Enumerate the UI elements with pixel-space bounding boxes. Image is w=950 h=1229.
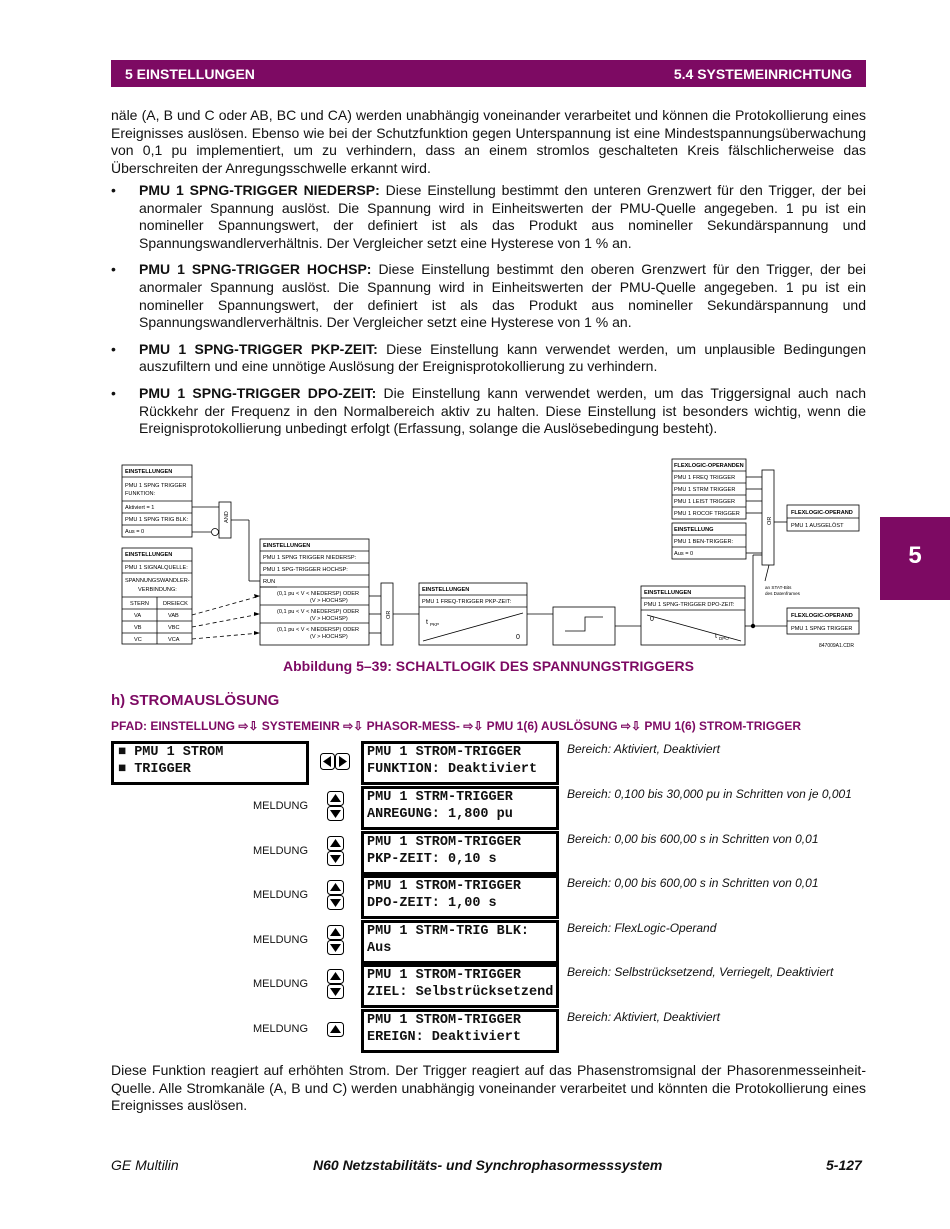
- setting-value: DPO-ZEIT: 1,00 s: [367, 896, 497, 911]
- bullet-term: PMU 1 SPNG-TRIGGER DPO-ZEIT:: [139, 384, 377, 401]
- box2-row: SPANNUNGSWANDLER-: [125, 578, 190, 584]
- setting-value: PKP-ZEIT: 0,10 s: [367, 852, 497, 867]
- out2-title: FLEXLOGIC-OPERAND: [791, 613, 853, 619]
- stat-note: an STAT-Bits: [765, 585, 792, 590]
- box2-cell: VC: [134, 637, 142, 643]
- setting-display[interactable]: [361, 920, 559, 964]
- box4-t: t: [426, 619, 428, 626]
- page-header: [111, 60, 866, 87]
- setting-row: [0, 875, 950, 919]
- bullet-term: PMU 1 SPNG-TRIGGER NIEDERSP:: [139, 182, 380, 198]
- setting-value: Aus: [367, 941, 392, 956]
- box5-title: EINSTELLUNGEN: [644, 590, 692, 596]
- bullet-term: PMU 1 SPNG-TRIGGER HOCHSP:: [139, 261, 372, 278]
- setting-value: EREIGN: Deaktiviert: [367, 1030, 521, 1045]
- box3-cond: (0,1 pu < V < NIEDERSP) ODER: [277, 627, 360, 633]
- out2-row: PMU 1 SPNG TRIGGER: [791, 626, 853, 632]
- box2-cell: VB: [134, 625, 142, 631]
- closing-paragraph: Diese Funktion reagiert auf erhöhten Strom. Der Trigger reagiert auf das Phasenstromsignal der Phasorenmesseinheit-Quelle. Alle Stromkanäle (A, B und C) werden unabhängig voneinander verarbeitet und könnten die Protokollierung eines Ereignisses auslösen.: [111, 1062, 866, 1114]
- bullet-text: Diese Einstellung kann verwendet werden, um unplausible Bedingungen auszufiltern und eine unnötige Auslösung der Ereignisprotokollierung zu verhindern.: [139, 340, 866, 375]
- setting-name: PMU 1 STROM-TRIGGER: [367, 835, 521, 850]
- up-down-arrow-icon[interactable]: [327, 969, 344, 999]
- box6-row: PMU 1 STRM TRIGGER: [674, 487, 736, 493]
- setting-row: [0, 831, 950, 875]
- setting-name: PMU 1 STRM-TRIGGER: [367, 790, 513, 805]
- bullet-text: Die Einstellung kann verwendet werden, um das Triggersignal auch nach Rückkehr der Frequenz in den Normalbereich aktiv zu halten. Diese Einstellung ist besonders wichtig, wenn die Ereignisprotokollierung unbedingt erfolgt (Erfassung, solange die Auslösebedingung besteht).: [139, 384, 867, 437]
- left-right-arrow-icon[interactable]: [320, 753, 350, 770]
- box1-row: FUNKTION:: [125, 491, 156, 497]
- setting-value: ZIEL: Selbstrücksetzend: [367, 985, 554, 1000]
- setting-range: Bereich: 0,00 bis 600,00 s in Schritten von 0,01: [567, 832, 819, 846]
- footer-center: N60 Netzstabilitäts- und Synchrophasormesssystem: [313, 1157, 663, 1173]
- step-box: [553, 607, 615, 645]
- box4-row: PMU 1 FREQ-TRIGGER PKP-ZEIT:: [422, 599, 512, 605]
- setting-range: Bereich: Aktiviert, Deaktiviert: [567, 742, 720, 756]
- up-down-arrow-icon[interactable]: [327, 836, 344, 866]
- chapter-tab[interactable]: 5: [880, 517, 950, 600]
- box7-title: EINSTELLUNG: [674, 527, 714, 533]
- intro-paragraph: näle (A, B und C oder AB, BC und CA) werden unabhängig voneinander verarbeitet und können die Protokollierung eines Ereignisses auslösen. Ebenso wie bei der Schutzfunktion gegen Unterspannung ist eine Mindestspannungsüberwachung von 0,1 pu implementiert, um zu verhindern, dass an einem stromlos geschalteten Kreis fälschlicherweise das Überschreiten der Anregungsschwelle erkannt wird.: [111, 107, 866, 176]
- box2-cell: VCA: [168, 637, 180, 643]
- chapter-title: 5 EINSTELLUNGEN: [125, 66, 255, 82]
- box2-row: PMU 1 SIGNALQUELLE:: [125, 565, 188, 571]
- message-label: MELDUNG: [253, 800, 309, 812]
- up-down-arrow-icon[interactable]: [327, 880, 344, 910]
- setting-name: PMU 1 STROM-TRIGGER: [367, 879, 521, 894]
- setting-name: PMU 1 STRM-TRIG BLK:: [367, 924, 530, 939]
- box6-row: PMU 1 FREQ TRIGGER: [674, 475, 736, 481]
- setting-row: [0, 741, 950, 785]
- box3-run: RUN: [263, 579, 276, 585]
- message-label: MELDUNG: [253, 934, 309, 946]
- bullet-item: [111, 261, 866, 331]
- box3-cond: (V > HOCHSP): [310, 634, 348, 640]
- setting-display[interactable]: [361, 875, 559, 919]
- figure-code: 847009A1.CDR: [819, 643, 855, 649]
- setting-range: Bereich: 0,100 bis 30,000 pu in Schritten von je 0,001: [567, 787, 852, 801]
- setting-row: [0, 964, 950, 1008]
- section-title-header: 5.4 SYSTEMEINRICHTUNG: [673, 66, 852, 82]
- setting-value: FUNKTION: Deaktiviert: [367, 762, 538, 777]
- box1-row: Aktiviert = 1: [125, 505, 155, 511]
- box7-row: Aus = 0: [674, 551, 694, 557]
- box3-cond: (V > HOCHSP): [310, 616, 348, 622]
- setting-range: Bereich: 0,00 bis 600,00 s in Schritten von 0,01: [567, 876, 819, 890]
- box1-row: Aus = 0: [125, 529, 145, 535]
- box7-row: PMU 1 BEN-TRIGGER:: [674, 539, 734, 545]
- box3-row: PMU 1 SPG-TRIGGER HOCHSP:: [263, 567, 348, 573]
- box3-cond: (0,1 pu < V < NIEDERSP) ODER: [277, 609, 360, 615]
- bullet-list: [111, 182, 866, 447]
- logic-diagram: [111, 455, 866, 655]
- up-down-arrow-icon[interactable]: [327, 791, 344, 821]
- setting-row: [0, 786, 950, 830]
- setting-range: Bereich: FlexLogic-Operand: [567, 921, 717, 935]
- box1-row: PMU 1 SPNG TRIGGER: [125, 483, 187, 489]
- out1-row: PMU 1 AUSGELÖST: [791, 523, 844, 529]
- box2-cell: VAB: [168, 613, 179, 619]
- message-label: MELDUNG: [253, 978, 309, 990]
- box4-zero: 0: [516, 634, 520, 641]
- bullet-item: [111, 182, 866, 252]
- box3-row: PMU 1 SPNG TRIGGER NIEDERSP:: [263, 555, 357, 561]
- bullet-term: PMU 1 SPNG-TRIGGER PKP-ZEIT:: [139, 340, 378, 357]
- message-label: MELDUNG: [253, 845, 309, 857]
- bullet-item: [111, 341, 866, 376]
- or2-label: OR: [767, 516, 773, 525]
- box5-sub: DPO: [719, 636, 729, 641]
- setting-display[interactable]: [361, 741, 559, 785]
- menu-heading-line: ■ PMU 1 STROM: [118, 745, 224, 760]
- message-label: MELDUNG: [253, 889, 309, 901]
- setting-value: ANREGUNG: 1,800 pu: [367, 807, 513, 822]
- figure-caption: Abbildung 5–39: SCHALTLOGIK DES SPANNUNGSTRIGGERS: [283, 658, 694, 674]
- and-label: AND: [224, 511, 230, 523]
- setting-display[interactable]: [361, 964, 559, 1008]
- box2-cell: VA: [134, 613, 142, 619]
- setting-display[interactable]: [361, 831, 559, 875]
- box1-row: PMU 1 SPNG TRIG BLK:: [125, 517, 188, 523]
- setting-range: Bereich: Aktiviert, Deaktiviert: [567, 1010, 720, 1024]
- setting-name: PMU 1 STROM-TRIGGER: [367, 1013, 521, 1028]
- footer-page: 5-127: [826, 1157, 862, 1173]
- box2-row: VERBINDUNG:: [138, 587, 177, 593]
- box2-col-header: DREIECK: [163, 601, 188, 607]
- setting-range: Bereich: Selbstrücksetzend, Verriegelt, Deaktiviert: [567, 965, 834, 979]
- message-label: MELDUNG: [253, 1023, 309, 1035]
- setting-display[interactable]: [361, 1009, 559, 1053]
- box5-row: PMU 1 SPNG-TRIGGER DPO-ZEIT:: [644, 602, 735, 608]
- section-heading: h) STROMAUSLÖSUNG: [111, 692, 280, 709]
- box2-cell: VBC: [168, 625, 180, 631]
- setting-name: PMU 1 STROM-TRIGGER: [367, 745, 521, 760]
- bullet-text: Diese Einstellung bestimmt den unteren Grenzwert für den Trigger, der bei anormaler Spannung auslöst. Die Spannung wird in Einheitswerten der PMU-Quelle angegeben. 1 pu ist ein nomineller Spannungswert, der definiert ist als das Produkt aus nomineller Sekundärspannung und Spannungswandlerverhältnis. Der Vergleicher setzt eine Hysterese von 1 % an.: [139, 182, 866, 251]
- bullet-text: Diese Einstellung bestimmt den oberen Grenzwert für den Trigger, der bei anormaler Spannung auslöst. Die Spannung wird in Einheitswerten der PMU-Quelle angegeben. 1 pu ist ein nomineller Spannungswert, der definiert ist als das Produkt aus nomineller Sekundärspannung und Spannungswandlerverhältnis. Der Vergleicher setzt eine Hysterese von 1 % an.: [139, 261, 866, 331]
- up-arrow-icon[interactable]: [327, 1014, 344, 1044]
- box3-cond: (V > HOCHSP): [310, 598, 348, 604]
- setting-display[interactable]: [361, 786, 559, 830]
- box4-title: EINSTELLUNGEN: [422, 587, 470, 593]
- stat-note: des Datenframes: [765, 591, 800, 596]
- bullet-item: [111, 385, 866, 438]
- up-down-arrow-icon[interactable]: [327, 925, 344, 955]
- box5-t: t: [715, 633, 717, 640]
- box3-cond: (0,1 pu < V < NIEDERSP) ODER: [277, 591, 360, 597]
- setting-row: [0, 920, 950, 964]
- footer-left: GE Multilin: [111, 1157, 179, 1173]
- setting-name: PMU 1 STROM-TRIGGER: [367, 968, 521, 983]
- box2-title: EINSTELLUNGEN: [125, 552, 173, 558]
- setting-row: [0, 1009, 950, 1053]
- box6-row: PMU 1 LEIST TRIGGER: [674, 499, 736, 505]
- box1-title: EINSTELLUNGEN: [125, 469, 173, 475]
- box5-zero: 0: [650, 616, 654, 623]
- menu-heading-line: ■ TRIGGER: [118, 762, 191, 777]
- menu-path: PFAD: EINSTELLUNG ⇨⇩ SYSTEMEINR ⇨⇩ PHASOR-MESS- ⇨⇩ PMU 1(6) AUSLÖSUNG ⇨⇩ PMU 1(6) STROM-TRIGGER: [111, 719, 802, 733]
- box6-row: PMU 1 ROCOF TRIGGER: [674, 511, 740, 517]
- box4-sub: PKP: [430, 622, 440, 627]
- box6-title: FLEXLOGIC-OPERANDEN: [674, 463, 744, 469]
- box2-col-header: STERN: [130, 601, 149, 607]
- or1-label: OR: [386, 610, 392, 619]
- out1-title: FLEXLOGIC-OPERAND: [791, 510, 853, 516]
- box3-title: EINSTELLUNGEN: [263, 543, 311, 549]
